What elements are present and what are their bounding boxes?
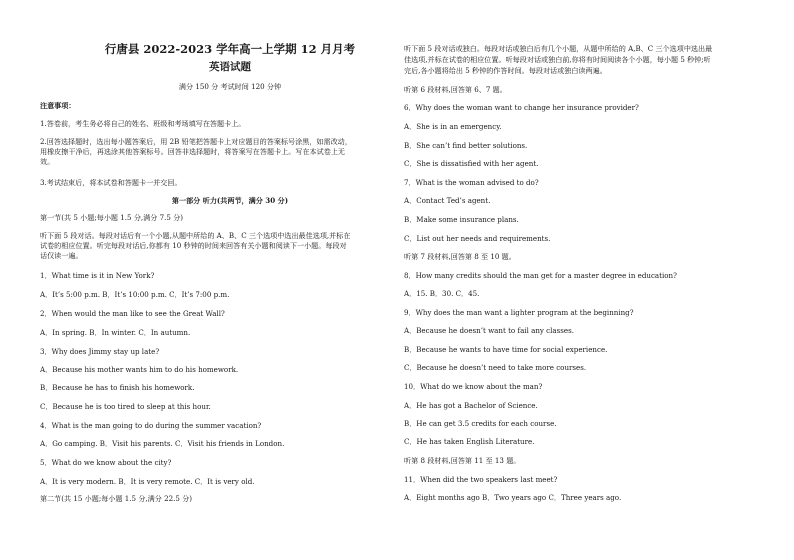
- section1-instruction-line2: 试卷的相应位置。听完每段对话后,你都有 10 秒钟的时间来回答有关小题和阅读下一小题。每段对: [40, 241, 347, 250]
- section2-heading: 第二节(共 15 小题;每小题 1.5 分,满分 22.5 分): [40, 494, 193, 503]
- question-1: 1．What time is it in New York?: [40, 271, 155, 280]
- section1-heading: 第一节(共 5 小题;每小题 1.5 分,满分 7.5 分): [40, 213, 184, 222]
- notice-item-2-line2: 用橡皮擦干净后，再选涂其他答案标号。回答非选择题时，将答案写在答题卡上。写在本试卷上无: [40, 147, 346, 156]
- question-10: 10．What do we know about the man?: [404, 382, 543, 391]
- question-8: 8．How many credits should the man get for a master degree in education?: [404, 271, 677, 280]
- question-1-options: A．It’s 5:00 p.m. B．It’s 10:00 p.m. C．It’s 7:00 p.m.: [40, 290, 230, 299]
- question-9-option-c: C．Because he doesn’t need to take more courses.: [404, 363, 587, 372]
- question-11-options: A．Eight months ago B．Two years ago C．Three years ago.: [404, 493, 622, 502]
- question-9-option-b: B．Because he wants to have time for social experience.: [404, 345, 608, 354]
- question-10-option-a: A．He has got a Bachelor of Science.: [404, 401, 538, 410]
- question-3-option-b: B．Because he has to finish his homework.: [40, 383, 195, 392]
- question-10-option-c: C．He has taken English Literature.: [404, 437, 535, 446]
- question-5: 5．What do we know about the city?: [40, 458, 172, 467]
- question-6: 6．Why does the woman want to change her insurance provider?: [404, 103, 639, 112]
- question-7-option-b: B．Make some insurance plans.: [404, 215, 519, 224]
- section2-instruction-line1: 听下面 5 段对话或独白。每段对话或独白后有几个小题，从题中所给的 A,B、C 三个选项中选出最: [404, 44, 713, 53]
- part1-heading: 第一部分 听力(共两节，满分 30 分): [171, 196, 289, 205]
- listen-material-7: 听第 7 段材料,回答第 8 至 10 题。: [404, 252, 516, 261]
- question-3-option-a: A．Because his mother wants him to do his homework.: [40, 365, 239, 374]
- notice-heading: 注意事项：: [40, 101, 76, 110]
- section2-instruction-line2: 佳选项,并标在试卷的相应位置。听每段对话或独白前,你将有时间阅读各个小题，每小题 5 秒钟;听: [404, 55, 711, 64]
- question-8-options: A．15. B．30. C．45.: [404, 289, 480, 298]
- question-6-option-b: B．She can’t find better solutions.: [404, 141, 528, 150]
- question-9-option-a: A．Because he doesn’t want to fail any classes.: [404, 326, 574, 335]
- question-2-options: A．In spring. B．In winter. C．In autumn.: [40, 328, 191, 337]
- listen-material-6: 听第 6 段材料,回答第 6、7 题。: [404, 85, 507, 94]
- section1-instruction-line3: 话仅读一遍。: [40, 251, 83, 260]
- notice-item-2-line1: 2.回答选择题时，选出每小题答案后，用 2B 铅笔把答题卡上对应题目的答案标号涂黑，如需改动，: [40, 137, 352, 146]
- question-6-option-a: A．She is in an emergency.: [404, 122, 502, 131]
- question-7-option-c: C．List out her needs and requirements.: [404, 234, 551, 243]
- question-10-option-b: B．He can get 3.5 credits for each course.: [404, 419, 557, 428]
- question-2: 2．When would the man like to see the Great Wall?: [40, 309, 225, 318]
- question-6-option-c: C．She is dissatisfied with her agent.: [404, 159, 539, 168]
- question-3: 3．Why does Jimmy stay up late?: [40, 347, 160, 356]
- question-9: 9．Why does the man want a lighter program at the beginning?: [404, 308, 634, 317]
- question-4-options: A．Go camping. B．Visit his parents. C．Visit his friends in London.: [40, 439, 285, 448]
- notice-item-3: 3.考试结束后，将本试卷和答题卡一并交回。: [40, 178, 182, 187]
- section1-instruction-line1: 听下面 5 段对话。每段对话后有一个小题,从题中所给的 A、B、C 三个选项中选出最佳选项,并标在: [40, 231, 351, 240]
- exam-subtitle: 英语试题: [209, 61, 251, 73]
- question-11: 11．When did the two speakers last meet?: [404, 475, 558, 484]
- exam-title: 行唐县 2022-2023 学年高一上学期 12 月月考: [104, 42, 356, 56]
- question-4: 4．What is the man going to do during the summer vacation?: [40, 421, 262, 430]
- question-7: 7．What is the woman advised to do?: [404, 178, 539, 187]
- question-3-option-c: C．Because he is too tired to sleep at this hour.: [40, 402, 211, 411]
- listen-material-8: 听第 8 段材料,回答第 11 至 13 题。: [404, 456, 521, 465]
- question-7-option-a: A．Contact Ted’s agent.: [404, 196, 491, 205]
- score-time: 满分 150 分 考试时间 120 分钟: [178, 82, 282, 91]
- notice-item-1: 1.答卷前，考生务必将自己的姓名、班级和考场填写在答题卡上。: [40, 119, 246, 128]
- section2-instruction-line3: 完后,各小题将给出 5 秒钟的作答时间。每段对话或独白读两遍。: [404, 66, 607, 75]
- notice-item-2-line3: 效。: [40, 157, 55, 166]
- question-5-options: A．It is very modern. B．It is very remote. C．It is very old.: [40, 477, 255, 486]
